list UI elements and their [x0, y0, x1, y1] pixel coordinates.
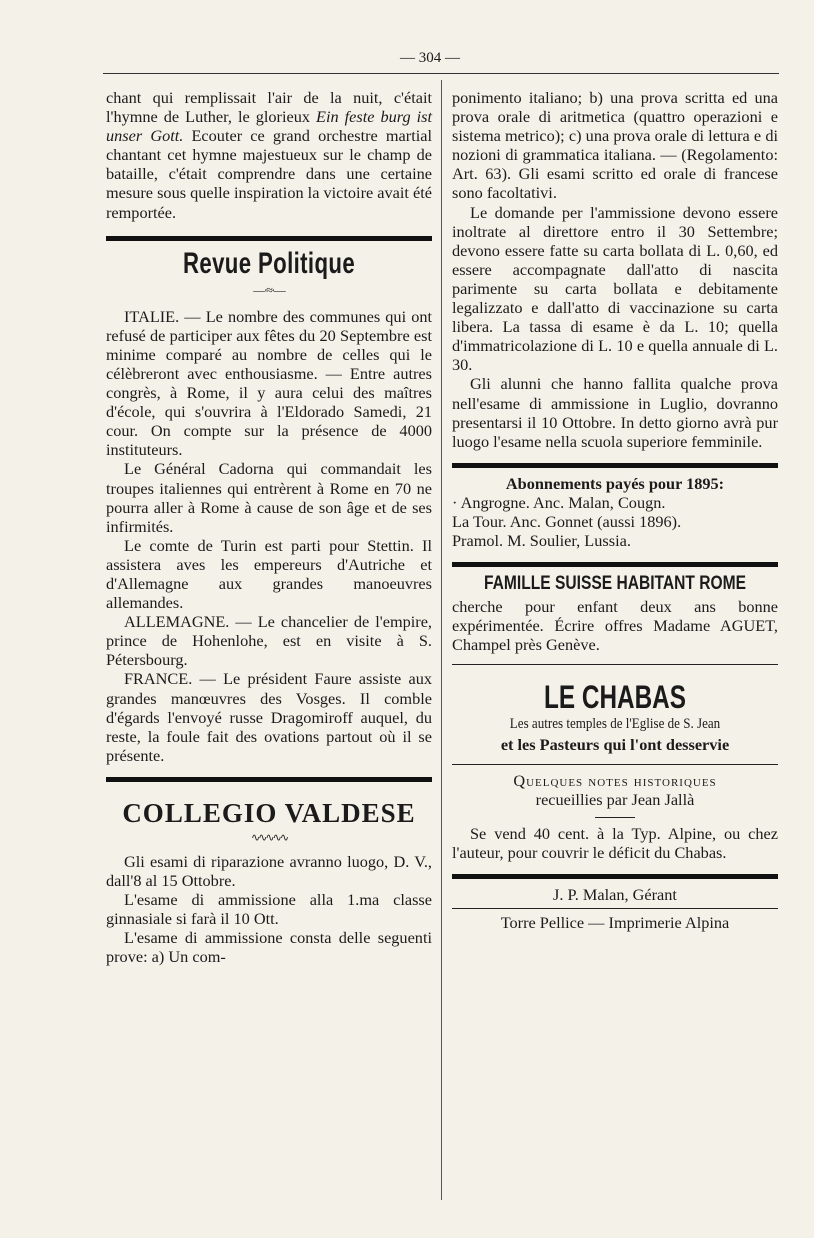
revue-paragraph: ALLEMAGNE. — Le chancelier de l'empire, prince de Hohenlohe, est en visite à S. Pétersbourg. [106, 612, 432, 670]
section-rule [106, 236, 432, 241]
chabas-subtitle-bold: et les Pasteurs qui l'ont desservie [500, 734, 730, 754]
abonnement-line: · Angrogne. Anc. Malan, Cougn. [452, 492, 666, 512]
gerant-rule [452, 908, 778, 909]
collegio-paragraph: L'esame di ammissione alla 1.ma classe ginnasiale si farà il 10 Ott. [106, 890, 432, 929]
collegio-continued-paragraph: ponimento italiano; b) una prova scritta ed una prova orale di aritmetica (quattro operazioni e sistema metrico); c) una prova orale di lettura e di nozioni di grammatica italiana. — (Regolamento: Art. 63). Gli esami scritto ed orale di francese sono facoltativi. [452, 88, 778, 203]
gerant-line: J. P. Malan, Gérant [553, 885, 677, 904]
right-column [452, 88, 778, 932]
alunni-paragraph: Gli alunni che hanno fallita qualche prova nell'esame di ammissione in Luglio, dovranno presentarsi il 10 Ottobre. In detto giorno avrà pur luogo l'esame nella scuola superiore femminile. [452, 374, 778, 451]
revue-paragraph: Le comte de Turin est parti pour Stettin. Il assistera aves les empereurs d'Autriche et d'Allemagne aux grandes manoeuvres allemandes. [106, 535, 432, 613]
famille-suisse-title: FAMILLE SUISSE HABITANT ROME [484, 573, 746, 595]
revue-paragraph: FRANCE. — Le président Faure assiste aux grandes manœuvres des Vosges. Il comble d'égards l'envoyé russe Dragomiroff auquel, du reste, la foule fait des ovations partout où il se présente. [106, 669, 432, 765]
intro-italic: Ein feste burg ist unser Gott. [106, 107, 432, 146]
domande-paragraph: Le domande per l'ammissione devono essere inoltrate al direttore entro il 30 Settembre; devono essere fatte su carta bollata di L. 0,60, ed essere accompagnate dall'atto di nascita parimente su carta bollata e debitamente legalizzato e dall'atto di vaccinazione su carta libera. La tassa di esame è da L. 10; quella d'immatricolazione di L. 10 e quella annuale di L. 30. [452, 202, 778, 375]
le-chabas-title: LE CHABAS [544, 679, 686, 716]
collegio-valdese-title: COLLEGIO VALDESE [122, 797, 416, 828]
column-divider [441, 80, 442, 1200]
section-rule [452, 562, 778, 567]
revue-paragraph: ITALIE. — Le nombre des communes qui ont refusé de participer aux fêtes du 20 Septembre est minime comparé au nombre de celles qui le célèbreront avec enthousiasme. — Entre autres congrès, à Rome, il y aura celui des maîtres d'école, qui s'ouvrira à l'Eldorado Samedi, 21 cour. On compte sur la présence de 4000 instituteurs. [106, 306, 432, 460]
left-column [106, 88, 432, 966]
intro-paragraph: chant qui remplissait l'air de la nuit, c'était l'hymne de Luther, le glorieux Ein feste burg ist unser Gott. Ecouter ce grand orchestre martial chantant cet hymne majestueux sur le champ de bataille, c'était comprendre dans une certaine mesure sous quelle inspiration la victoire avait été remportée. [106, 88, 432, 222]
section-rule [452, 463, 778, 468]
section-rule [452, 764, 778, 765]
short-rule [595, 817, 635, 818]
chabas-notes: Quelques notes historiques [513, 770, 717, 790]
ornament-divider: —∙≈∙— [253, 282, 285, 297]
imprimerie-line: Torre Pellice — Imprimerie Alpina [500, 913, 730, 933]
collegio-paragraph: Gli esami di riparazione avranno luogo, D. V., dall'8 al 15 Ottobre. [106, 851, 432, 890]
section-rule [452, 874, 778, 879]
chabas-subtitle: Les autres temples de l'Eglise de S. Jean [509, 716, 721, 733]
chabas-author: recueillies par Jean Jallà [535, 789, 695, 809]
abonnement-line: Pramol. M. Soulier, Lussia. [452, 531, 631, 551]
top-rule [103, 73, 779, 74]
page-number: — 304 — [400, 50, 460, 66]
abonnement-line: La Tour. Anc. Gonnet (aussi 1896). [452, 511, 682, 531]
section-rule [106, 777, 432, 782]
revue-paragraph: Le Général Cadorna qui commandait les troupes italiennes qui entrèrent à Rome en 70 ne pourra aller à Rome à cause de son âge et de ses infirmités. [106, 459, 432, 536]
abonnements-heading: Abonnements payés pour 1895: [505, 473, 725, 493]
squiggle-divider: ∿∿∿∿∿ [250, 831, 288, 844]
section-rule [452, 664, 778, 665]
collegio-paragraph: L'esame di ammissione consta delle seguenti prove: a) Un com- [106, 928, 432, 967]
revue-politique-title: Revue Politique [182, 246, 356, 280]
chabas-sale-text: Se vend 40 cent. à la Typ. Alpine, ou chez l'auteur, pour couvrir le déficit du Chabas. [452, 823, 778, 862]
famille-text: cherche pour enfant deux ans bonne expérimentée. Écrire offres Madame AGUET, Champel près Genève. [452, 597, 778, 655]
